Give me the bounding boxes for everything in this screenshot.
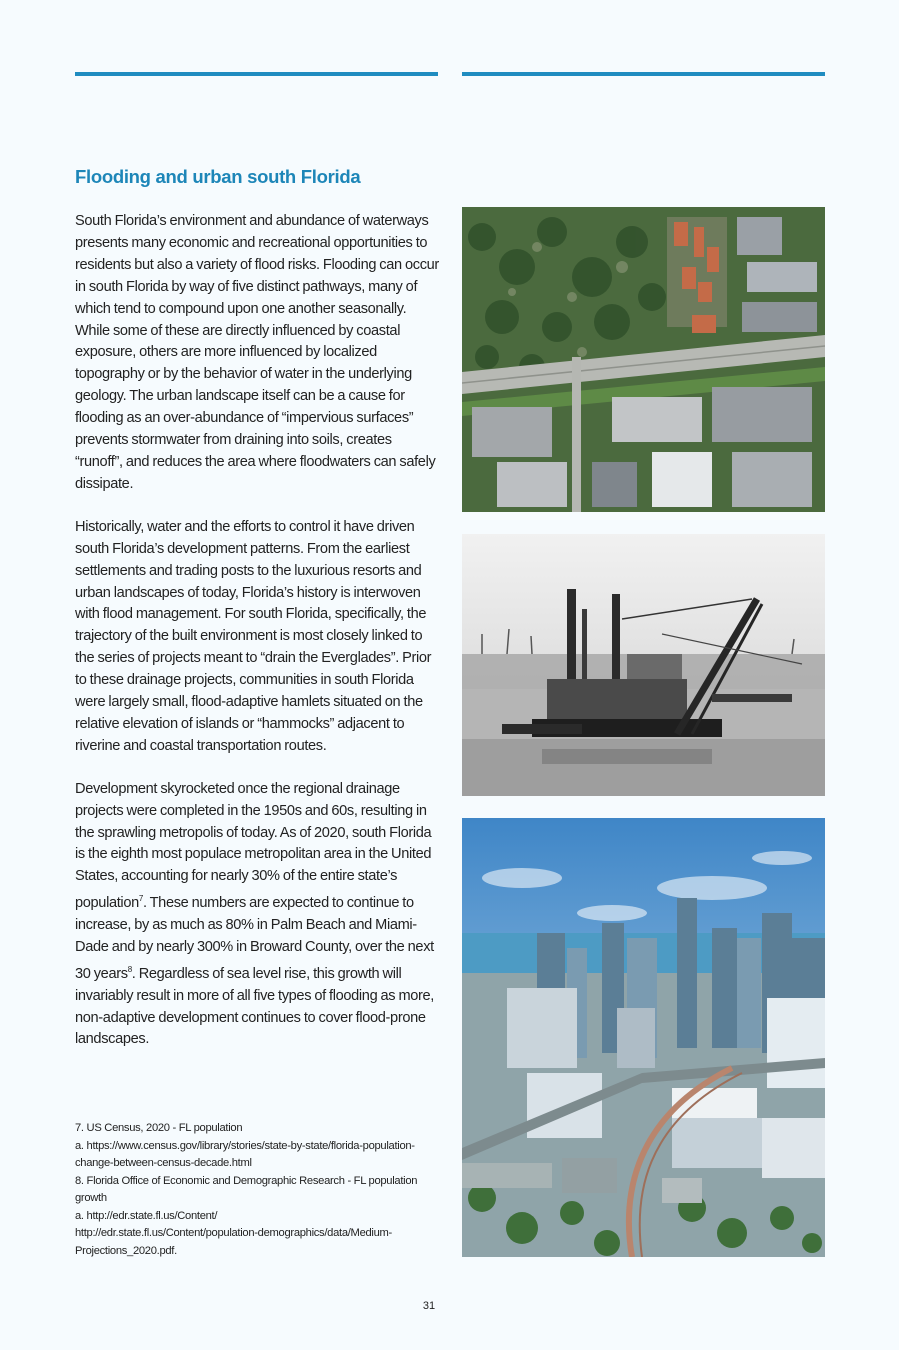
city-skyline-photo (462, 818, 825, 1257)
section-heading: Flooding and urban south Florida (75, 166, 361, 187)
paragraph-3 (75, 779, 441, 1052)
footnotes (75, 1120, 435, 1260)
paragraph-3-part-2: . These numbers are expected to continue to increase, by as much as 80% in Palm Beach and Miami-Dade and by nearly 300% in Broward County, over the next 30 years (75, 895, 434, 982)
aerial-photo (462, 207, 825, 512)
footnote-7-source: 7. US Census, 2020 - FL population (75, 1122, 243, 1134)
body-text (75, 211, 441, 1072)
footnote-ref-7[interactable]: 7 (138, 894, 143, 904)
top-rule-right (462, 72, 825, 76)
top-rule-left (75, 72, 438, 76)
paragraph-3-part-1: Development skyrocketed once the regional drainage projects were completed in the 1950s and 60s, resulting in the sprawling metropolis of today. As of 2020, south Florida is the eighth most populace metropolitan area in the United States, accounting for nearly 30% of the entire state’s population (75, 780, 432, 912)
footnote-7-link[interactable]: a. https://www.census.gov/library/stories/state-by-state/florida-population-change-between-census-decade.html (75, 1139, 415, 1169)
footnote-8-link-a[interactable]: a. http://edr.state.fl.us/Content/ (75, 1209, 218, 1222)
historic-dredge-photo (462, 534, 825, 796)
footnote-8-source: 8. Florida Office of Economic and Demographic Research - FL population growth (75, 1174, 418, 1204)
footnote-ref-8[interactable]: 8 (127, 964, 132, 974)
footnote-8-link-b[interactable]: http://edr.state.fl.us/Content/population-demographics/data/Medium-Projections_2020.pdf. (75, 1227, 392, 1257)
paragraph-2: Historically, water and the efforts to control it have driven south Florida’s development patterns. From the earliest settlements and trading posts to the luxurious resorts and urban landscapes of today, Florida’s history is interwoven with flood management. For south Florida, specifically, the trajectory of the built environment is most closely linked to the series of projects meant to “drain the Everglades”. Prior to these drainage projects, communities in south Florida were largely small, flood-adaptive hamlets situated on the relative elevation of islands or “hammocks” adjacent to riverine and coastal transportation routes. (75, 518, 432, 754)
paragraph-1: South Florida’s environment and abundance of waterways presents many economic and recreational opportunities to residents but also a variety of flood risks. Flooding can occur in south Florida by way of five distinct pathways, many of which tend to compound upon one another seasonally. While some of these are directly influenced by coastal exposure, others are more influenced by localized topography or by the behavior of water in the underlying geology. The urban landscape itself can be a cause for flooding as an over-abundance of “impervious surfaces” prevents stormwater from draining into soils, creates “runoff”, and reduces the area where floodwaters can safely dissipate. (75, 213, 439, 492)
page-number: 31 (422, 1300, 436, 1312)
paragraph-3-part-3: . Regardless of sea level rise, this growth will invariably result in more of all five types of flooding as more, non-adaptive development continues to cover flood-prone landscapes. (75, 965, 435, 1048)
